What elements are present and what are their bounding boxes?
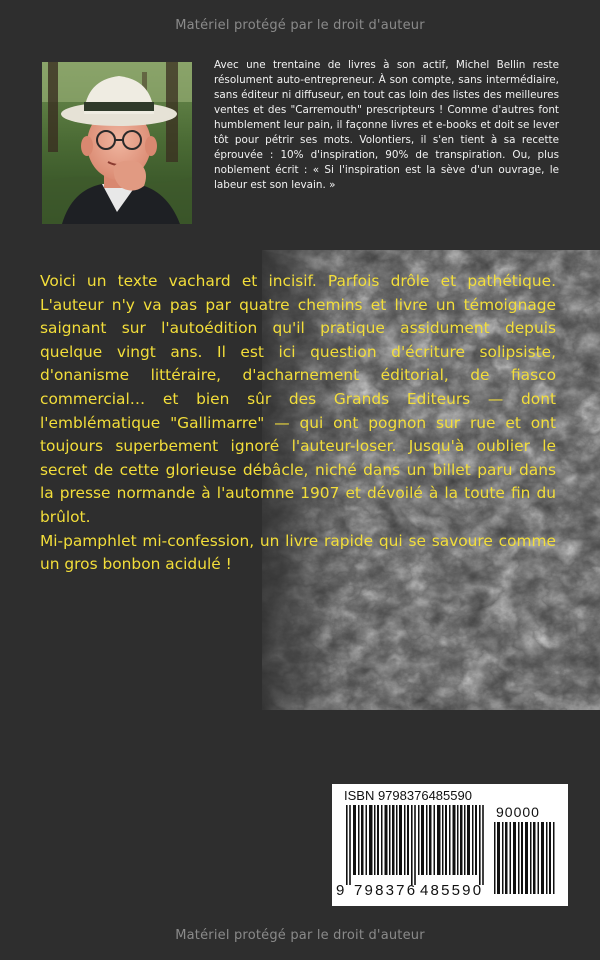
- back-cover-blurb: [40, 270, 556, 577]
- blurb-paragraph-2: Mi-pamphlet mi-confession, un livre rapide qui se savoure comme un gros bonbon acidulé !: [40, 531, 556, 574]
- barcode-bars: [346, 805, 488, 885]
- isbn-label: ISBN 9798376485590: [344, 788, 472, 803]
- isbn-barcode: [332, 784, 568, 906]
- barcode-right-digits: 485590: [420, 882, 484, 899]
- copyright-watermark-bottom: Matériel protégé par le droit d'auteur: [175, 928, 425, 943]
- barcode-left-digits: 798376: [354, 882, 418, 899]
- author-photo: [42, 62, 192, 224]
- author-bio: Avec une trentaine de livres à son actif, Michel Bellin reste résolument auto-entrepreneur. À son compte, sans intermédiaire, sans éditeur ni diffuseur, en tout cas loin des listes des meilleures ventes et des "Carremouth" prescripteurs ! Comme d'autres font humblement leur pain, il façonne livres et e-books et doit se lever tôt pour pétrir ses mots. Volontiers, il s'en tient à sa recette éprouvée : 10% d'inspiration, 90% de transpiration. Ou, plus noblement écrit : « Si l'inspiration est la sève d'un ouvrage, le labeur est son levain. »: [214, 59, 559, 191]
- blurb-paragraph-1: Voici un texte vachard et incisif. Parfois drôle et pathétique. L'auteur n'y va pas par quatre chemins et livre un témoignage saignant sur l'autoédition qu'il pratique assidument depuis quelque vingt ans. Il est ici question d'écriture solipsiste, d'onanisme littéraire, d'acharnement éditorial, de fiasco commercial… et bien sûr des Grands Editeurs — dont l'emblématique "Gallimarre" — qui ont pognon sur rue et ont toujours superbement ignoré l'auteur-loser. Jusqu'à oublier le secret de cette glorieuse débâcle, niché dans un billet paru dans la presse normande à l'automne 1907 et dévoilé à la toute fin du brûlot.: [40, 272, 556, 526]
- barcode-addon-digits: 90000: [496, 804, 540, 820]
- barcode-first-digit: 9: [336, 882, 345, 899]
- barcode-addon-bars: [494, 822, 556, 894]
- copyright-watermark-top: Matériel protégé par le droit d'auteur: [175, 18, 425, 33]
